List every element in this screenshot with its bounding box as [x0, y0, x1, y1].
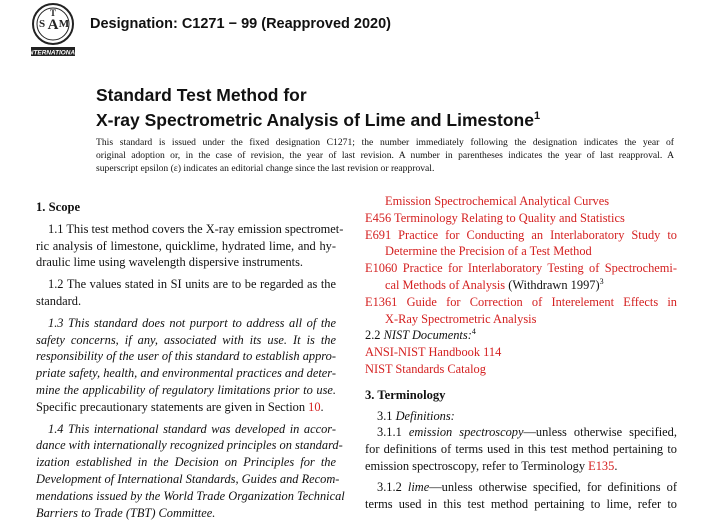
title-line-2: X-ray Spectrometric Analysis of Lime and Limestone$^1$: [96, 110, 541, 130]
issuance-note: [96, 136, 674, 175]
footnote-4[interactable]: 4: [471, 327, 476, 337]
note-line: superscript epsilon (ε) indicates an editorial change since the last revision or reapproval.: [96, 163, 435, 174]
e1060-link[interactable]: E1060: [365, 261, 398, 276]
definition-3-1-1: 3.1.1 emission spectroscopy—unless otherwise specified, for definitions of terms used in this test method pertaining to emission spectroscopy, refer to Terminology E135.: [365, 425, 677, 473]
definition-3-1-2: 3.1.2 lime—unless otherwise specified, for definitions of terms used in this test method pertaining to lime, refer to: [365, 479, 677, 511]
terminology-heading: 3. Terminology: [365, 387, 446, 402]
reference-e1060[interactable]: E1060 Practice for Interlaboratory Testing of Spectrochemi-: [365, 261, 677, 276]
reference-continuation[interactable]: Emission Spectrochemical Analytical Curves: [385, 194, 610, 208]
scope-heading: 1. Scope: [36, 200, 81, 214]
nist-documents: 2.2 NIST Documents:$^4$: [365, 327, 476, 343]
definitions-label: 3.1 Definitions:: [377, 408, 455, 423]
ansi-nist-handbook[interactable]: ANSI-NIST Handbook 114: [365, 345, 502, 360]
paragraph-1-3: 1.3 This standard does not purport to address all of the safety concerns, if any, associated with its use. It is the responsibility of the user of this standard to establish appro- priate safety, health, and environmental practices and deter- mine the applicability of regulatory limitations prior to use. Specific precautionary statements are given in Section 10.: [36, 315, 336, 414]
svg-text:S: S: [38, 18, 46, 30]
svg-text:T: T: [49, 8, 57, 18]
nist-standards-catalog[interactable]: NIST Standards Catalog: [365, 361, 486, 376]
reference-e1361[interactable]: E1361 Guide for Correction of Interelement Effects in: [365, 294, 677, 309]
svg-text:INTERNATIONAL: INTERNATIONAL: [27, 49, 79, 57]
note-line: This standard is issued under the fixed designation C1271; the number immediately following the designation indicates the year of: [96, 137, 674, 148]
e456-link[interactable]: E456: [365, 210, 392, 225]
paragraph-1-2: 1.2 The values stated in SI units are to be regarded as the standard.: [36, 277, 336, 308]
e1361-link[interactable]: E1361: [365, 294, 398, 309]
paragraph-1-4: 1.4 This international standard was developed in accor- dance with internationally recognized principles on standard- ization established in the Decision on Principles for the Development of International Standards, Guides and Recom- mendations issued by the World Trade Organization Technical Barriers to Trade (TBT) Committee.: [36, 421, 345, 520]
designation: Designation: C1271 − 99 (Reapproved 2020): [90, 16, 391, 32]
astm-logo: [27, 2, 79, 60]
title-footnote-mark[interactable]: 1: [533, 110, 541, 122]
svg-text:M: M: [58, 18, 70, 30]
e135-link[interactable]: E135: [588, 458, 615, 473]
reference-e691[interactable]: E691 Practice for Conducting an Interlaboratory Study to: [365, 227, 677, 242]
svg-text:A: A: [47, 17, 59, 33]
paragraph-1-1: 1.1 This test method covers the X-ray emission spectromet- ric analysis of limestone, quicklime, hydrated lime, and hy- draulic lime using wavelength dispersive instruments.: [36, 221, 344, 270]
title-line-1: Standard Test Method for: [96, 85, 307, 105]
section-10-link[interactable]: 10: [308, 399, 321, 414]
reference-e456[interactable]: E456 Terminology Relating to Quality and Statistics: [365, 210, 625, 225]
footnote-3[interactable]: 3: [599, 276, 604, 286]
left-column: [36, 199, 345, 521]
e691-link[interactable]: E691: [365, 227, 392, 242]
note-line: original adoption or, in the case of revision, the year of last revision. A number in parentheses indicates the year of last reapproval. A: [96, 150, 674, 161]
astm-logo-icon: [27, 2, 79, 60]
document-title: [96, 85, 540, 131]
right-column: Emission Spectrochemical Analytical Curves E456 Terminology Relating to Quality and Statistics E691 Practice for Conducting an Interlaboratory Study to Determine the Precision of a Test Method E1060 Practice for Interlaboratory Testing of Spectrochemi- cal Methods of Analysis (Withdrawn 1997)$^3$ E1361 Guide for Correction of Interelement Effects in X-Ray Spectrometric Analysis 2.2 NIST Documents:$^4$ ANSI-NIST Handbook 114 NIST Standards Catalog 3. Terminology 3.1 Definitions: 3.1.1 emission spectroscopy—unless otherwise specified, for definitions of terms used in this test method pertaining to emission spectroscopy, refer to Terminology E135. 3.1.2 lime—unless otherwise specified, for definitions of terms used in this test method pertaining to lime, refer to: [365, 194, 677, 511]
